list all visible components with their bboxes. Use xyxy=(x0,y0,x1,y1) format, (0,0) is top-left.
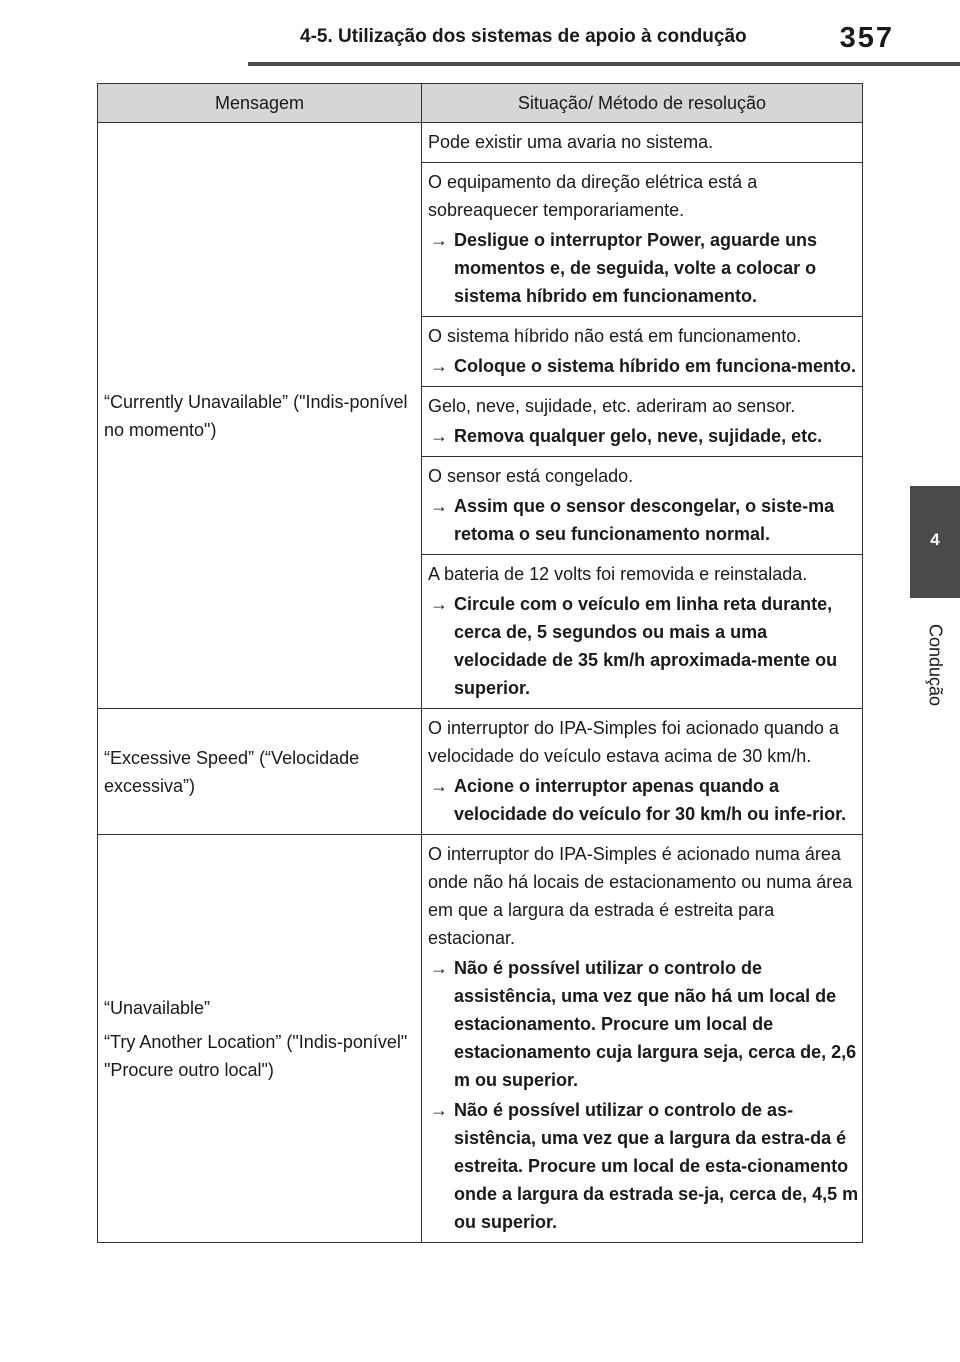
right-arrow-icon: → xyxy=(430,958,448,978)
situation-text: O sistema híbrido não está em funcionamento. xyxy=(428,326,802,346)
resolution-action xyxy=(428,422,860,450)
situation-cell xyxy=(422,387,863,457)
resolution-action xyxy=(428,954,860,1094)
situation-cell xyxy=(422,317,863,387)
table-row xyxy=(98,709,863,835)
action-text: Não é possível utilizar o controlo de assistência, uma vez que não há um local de estacionamento. Procure um local de estacionamento cuja largura seja, cerca de, 2,6 m ou superior. xyxy=(454,958,857,1090)
action-text: Não é possível utilizar o controlo de as-sistência, uma vez que a largura da estra-da é estreita. Procure um local de esta-cionamento onde a largura da estrada se-ja, cerca de, 4,5 m ou superior. xyxy=(454,1100,859,1232)
table-row xyxy=(98,123,863,163)
resolution-action xyxy=(428,590,860,702)
right-arrow-icon: → xyxy=(430,426,448,446)
action-text: Acione o interruptor apenas quando a velocidade do veículo for 30 km/h ou infe-rior. xyxy=(454,776,847,824)
situation-text: A bateria de 12 volts foi removida e reinstalada. xyxy=(428,564,808,584)
action-text: Desligue o interruptor Power, aguarde uns momentos e, de seguida, volte a colocar o sistema híbrido em funcionamento. xyxy=(454,230,818,306)
message-cell xyxy=(98,123,422,709)
header-rule xyxy=(248,62,960,66)
resolution-action xyxy=(428,772,860,828)
right-arrow-icon: → xyxy=(430,230,448,250)
action-text: Remova qualquer gelo, neve, sujidade, etc. xyxy=(454,426,823,446)
situation-cell xyxy=(422,457,863,555)
chapter-tab[interactable] xyxy=(910,486,960,598)
table-header-row xyxy=(98,84,863,123)
resolution-action xyxy=(428,1096,860,1236)
situation-text: O sensor está congelado. xyxy=(428,466,634,486)
header-message: Mensagem xyxy=(98,84,422,123)
chapter-label xyxy=(913,610,957,720)
resolution-action xyxy=(428,352,860,380)
situation-text: O interruptor do IPA-Simples foi acionado quando a velocidade do veículo estava acima de 30 km/h. xyxy=(428,718,839,766)
table-body xyxy=(98,123,863,1243)
situation-text: O interruptor do IPA-Simples é acionado numa área onde não há locais de estacionamento ou numa área em que a largura da estrada é estreita para estacionar. xyxy=(428,844,853,948)
situation-text: Pode existir uma avaria no sistema. xyxy=(428,132,714,152)
right-arrow-icon: → xyxy=(430,496,448,516)
message-text: “Unavailable” xyxy=(104,997,211,1018)
situation-cell xyxy=(422,555,863,709)
section-title: 4-5. Utilização dos sistemas de apoio à condução xyxy=(300,26,747,47)
table-row xyxy=(98,835,863,1243)
chapter-label-text: Condução xyxy=(925,623,946,707)
situation-text: O equipamento da direção elétrica está a sobreaquecer temporariamente. xyxy=(428,172,758,220)
right-arrow-icon: → xyxy=(430,1100,448,1120)
page-header xyxy=(0,0,960,66)
action-text: Coloque o sistema híbrido em funciona-mento. xyxy=(454,356,857,376)
situation-cell xyxy=(422,123,863,163)
right-arrow-icon: → xyxy=(430,356,448,376)
situation-cell xyxy=(422,163,863,317)
situation-cell xyxy=(422,709,863,835)
action-text: Circule com o veículo em linha reta durante, cerca de, 5 segundos ou mais a uma velocidade de 35 km/h aproximada-mente ou superior. xyxy=(454,594,838,698)
chapter-number: 4 xyxy=(930,530,940,549)
message-cell xyxy=(98,835,422,1243)
right-arrow-icon: → xyxy=(430,776,448,796)
resolution-action xyxy=(428,492,860,548)
message-text: “Try Another Location” ("Indis-ponível" "Procure outro local") xyxy=(104,1031,408,1080)
situation-cell xyxy=(422,835,863,1243)
message-text: “Excessive Speed” (“Velocidade excessiva”) xyxy=(104,747,360,796)
right-arrow-icon: → xyxy=(430,594,448,614)
message-cell xyxy=(98,709,422,835)
resolution-action xyxy=(428,226,860,310)
action-text: Assim que o sensor descongelar, o siste-ma retoma o seu funcionamento normal. xyxy=(454,496,835,544)
header-situation: Situação/ Método de resolução xyxy=(422,84,863,123)
message-text: “Currently Unavailable” ("Indis-ponível no momento") xyxy=(104,391,408,440)
message-table xyxy=(97,83,863,1243)
page-number: 357 xyxy=(839,22,894,54)
situation-text: Gelo, neve, sujidade, etc. aderiram ao sensor. xyxy=(428,396,796,416)
